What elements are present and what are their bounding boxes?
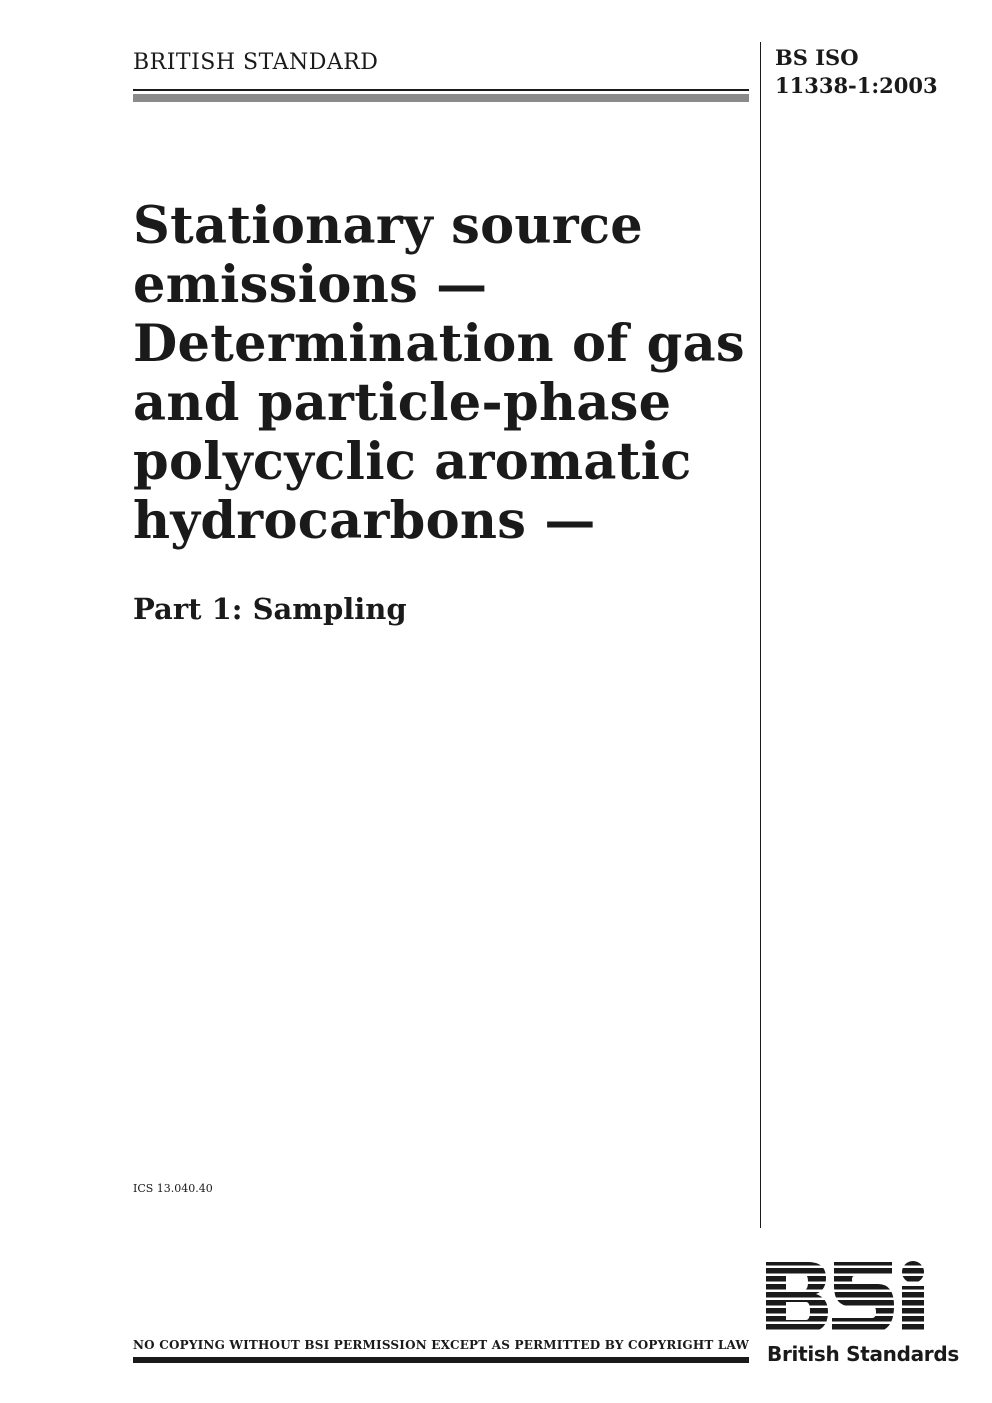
- main-title: [133, 197, 745, 551]
- document-number: [775, 44, 938, 100]
- title-line: emissions —: [133, 255, 488, 315]
- bsi-logo: [764, 1260, 946, 1334]
- part-title: Part 1: Sampling: [133, 592, 407, 626]
- title-line: and particle-phase: [133, 373, 672, 433]
- ics-code: ICS 13.040.40: [133, 1182, 213, 1195]
- footer-rule: [133, 1357, 749, 1363]
- bsi-logo-caption: British Standards: [767, 1342, 959, 1366]
- title-line: hydrocarbons —: [133, 491, 596, 551]
- title-line: Stationary source: [133, 196, 644, 256]
- document-number-line2: 11338-1:2003: [775, 73, 938, 98]
- title-line: Determination of gas: [133, 314, 745, 374]
- standard-type-label: BRITISH STANDARD: [133, 50, 379, 75]
- header-rule-thin: [133, 89, 749, 91]
- vertical-divider: [760, 42, 761, 1228]
- header-rule-thick: [133, 94, 749, 102]
- document-number-line1: BS ISO: [775, 45, 859, 70]
- copyright-notice: NO COPYING WITHOUT BSI PERMISSION EXCEPT AS PERMITTED BY COPYRIGHT LAW: [133, 1338, 750, 1352]
- title-line: polycyclic aromatic: [133, 432, 692, 492]
